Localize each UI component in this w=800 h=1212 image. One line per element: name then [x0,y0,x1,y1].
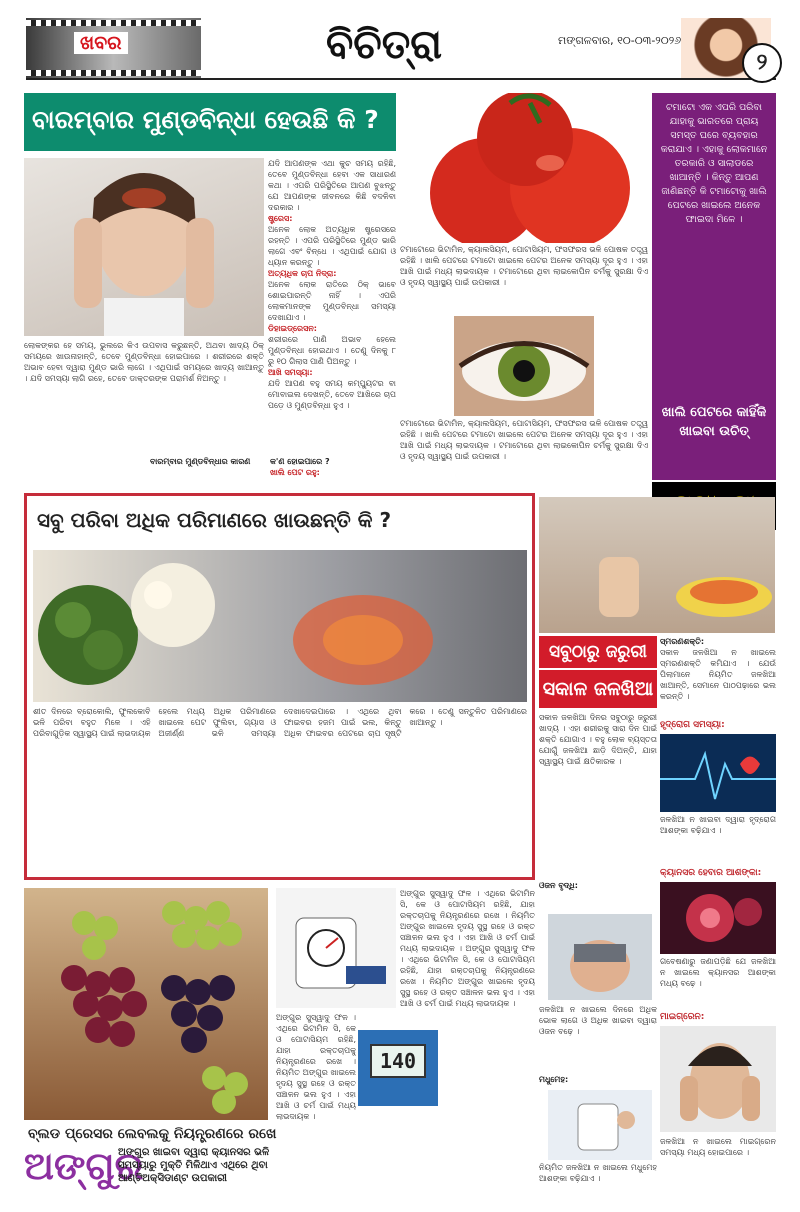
glucometer-reading: 140 [370,1044,426,1078]
broccoli-stomach-photo [33,550,527,702]
headache-photo [24,158,264,336]
diabetes-text: ନିୟମିତ ଜଳଖିଆ ନ ଖାଇଲେ ମଧୁମେହ ଆଶଙ୍କା ବଢ଼ିଯାଏ । [539,1163,657,1183]
section-title: ବିଚିତ୍ରା [326,22,443,68]
heart-text: ଜଳଖିଆ ନ ଖାଇବା ଦ୍ୱାରା ହୃଦ୍‌ରୋଗ ଆଶଙ୍କା ବଢ଼ିଯାଏ । [660,815,776,835]
grapes-title: ବ୍ଲଡ ପ୍ରେସର ଲେବଲକୁ ନିୟନ୍ତ୍ରଣରେ ରଖେ [28,1126,277,1142]
newspaper-brand: ଖବର [74,32,128,54]
grapes-desc: ଅଙ୍ଗୁର ଖାଇବା ଦ୍ୱାରା କ୍ୟାନସର ଭଳି ସମସ୍ୟାରୁ ମୁକ୍ତି ମିଳିଥାଏ ଏଥିରେ ଥିବା ଆଣ୍ଟିଅକ୍ସିଡାଣ୍ଟ ଉପକାରୀ [118,1147,270,1184]
headache-headline: ବାରମ୍ବାର ମୁଣ୍ଡବିନ୍ଧା ହେଉଛି କି ? [24,93,396,151]
grapes-text-right: ଅଙ୍ଗୁର ସୁସ୍ୱାଦୁ ଫଳ । ଏଥିରେ ଭିଟାମିନ ସି, କେ ଓ ପୋଟାସିୟମ ରହିଛି, ଯାହା ରକ୍ତଚାପକୁ ନିୟନ୍ତ୍ରଣରେ ରଖେ । ନିୟମିତ ଅଙ୍ଗୁର ଖାଇଲେ ହୃଦୟ ସୁସ୍ଥ ରହେ ଓ ରକ୍ତ ସଞ୍ଚାଳନ ଭଲ ହୁଏ । ଏହା ଆଖି ଓ ଚର୍ମ ପାଇଁ ମଧ୍ୟ ଲାଭଦାୟକ । ଅଙ୍ଗୁର ସୁସ୍ୱାଦୁ ଫଳ । ଏଥିରେ ଭିଟାମିନ ସି, କେ ଓ ପୋଟାସିୟମ ରହିଛି, ଯାହା ରକ୍ତଚାପକୁ ନିୟନ୍ତ୍ରଣରେ ରଖେ । ନିୟମିତ ଅଙ୍ଗୁର ଖାଇଲେ ହୃଦୟ ସୁସ୍ଥ ରହେ ଓ ରକ୍ତ ସଞ୍ଚାଳନ ଭଲ ହୁଏ । ଏହା ଆଖି ଓ ଚର୍ମ ପାଇଁ ମଧ୍ୟ ଲାଭଦାୟକ । [400,889,535,1008]
vegetables-headline: ସବୁ ପରିବା ଅଧିକ ପରିମାଣରେ ଖାଉଛନ୍ତି କି ? [37,508,392,532]
grapes-name: ଅଙ୍ଗୁର [24,1144,144,1188]
heart-subhead: ହୃଦ୍‌ରୋଗ ସମସ୍ୟା: [660,720,725,730]
cancer-text: ଗବେଷଣାରୁ ଜଣାପଡ଼ିଛି ଯେ ଜଳଖିଆ ନ ଖାଇଲେ କ୍ୟାନସର ଆଶଙ୍କା ମଧ୍ୟ ବଢ଼େ । [660,957,776,988]
dateline: ମଙ୍ଗଳବାର, ୧୦-୦୩-୨୦୨୬ [558,34,682,47]
masthead [26,18,776,80]
cancer-cell-photo [660,882,776,954]
breakfast-photo [539,497,775,633]
headache-lead: ଯଦି ଆପଣଙ୍କ ଏଥା କୁଚ ସମୟ ରହିଛି, ତେବେ ମୁଣ୍ଡବିନ୍ଧା ହେବା ଏକ ସାଧାରଣ କଥା । ଏପରି ପରିସ୍ଥିତିରେ ଆପଣ ବୁଝନ୍ତୁ ଯେ ଆପଣଙ୍କ ଜୀବନରେ କିଛି ବଦଳିବା ଦରକାର । ଷ୍ଟ୍ରେସ: ଅନେକ ଲୋକ ଅତ୍ୟଧିକ ଷ୍ଟ୍ରେସରେ ରହନ୍ତି । ଏପରି ପରିସ୍ଥିତିରେ ମୁଣ୍ଡ ଭାରି ଲାଗେ ଏବଂ ବିନ୍ଧେ । ଏଥିପାଇଁ ଯୋଗ ଓ ଧ୍ୟାନ କରନ୍ତୁ । ଅତ୍ୟଧିକ ଚାପ ନିଦ୍ରା: ଅନେକ ଲୋକ ରାତିରେ ଠିକ୍ ଭାବେ ଶୋଇପାରନ୍ତି ନାହିଁ । ଏପରି ଲୋକମାନଙ୍କ ମୁଣ୍ଡବିନ୍ଧା ସମସ୍ୟା ଦେଖାଯାଏ । ଡିହାଇଡ୍ରେସନ: ଶରୀରରେ ପାଣି ଅଭାବ ହେଲେ ମୁଣ୍ଡବିନ୍ଧା ହୋଇଥାଏ । ତେଣୁ ଦିନକୁ ୮ ରୁ ୧୦ ଗିଲାସ ପାଣି ପିଅନ୍ତୁ । ଆଖି ସମସ୍ୟା: ଯଦି ଆପଣ ବହୁ ସମୟ କମ୍ପ୍ୟୁଟର ବା ମୋବାଇଲ ଦେଖନ୍ତି, ତେବେ ଆଖିରେ ଚାପ ପଡ଼େ ଓ ମୁଣ୍ଡବିନ୍ଧା ହୁଏ । [268,159,396,410]
vegetables-text: ଶୀତ ଦିନରେ ବ୍ରୋକୋଲି, ଫୁଲକୋବି ଭଳି ପରିବା ବହୁତ ମିଳେ । ଏହି ପରିବାଗୁଡ଼ିକ ସ୍ୱାସ୍ଥ୍ୟ ପାଇଁ ଲାଭଦାୟକ ହେଲେ ମଧ୍ୟ ଅଧିକ ପରିମାଣରେ ଖାଇଲେ ପେଟ ଫୁଲିବା, ଗ୍ୟାସ ଓ ଅଜୀର୍ଣ୍ଣ ଭଳି ସମସ୍ୟା ଦେଖାଦେଇପାରେ । ଏଥିରେ ଥିବା ଫାଇବର ହଜମ ପାଇଁ ଭଲ, କିନ୍ତୁ ଅଧିକ ଫାଇବର ପେଟରେ ଚାପ ସୃଷ୍ଟି କରେ । ତେଣୁ ସନ୍ତୁଳିତ ପରିମାଣରେ ଖାଆନ୍ତୁ । [33,707,527,738]
filmstrip-graphic [26,18,201,78]
weight-text: ଜଳଖିଆ ନ ଖାଇଲେ ଦିନରେ ଅଧିକ ଭୋକ ଲାଗେ ଓ ଅଧିକ ଖାଇବା ଦ୍ୱାରା ଓଜନ ବଢ଼େ । [539,1005,657,1036]
weight-photo [548,914,652,1000]
tomato-photo [400,93,648,243]
headache-causes-2: କ'ଣ ହୋଇପାରେ ? ଖାଲି ପେଟ ରହୁ: [270,457,330,477]
bp-meter-photo [276,888,396,1008]
headache-causes: ବାରମ୍ବାର ମୁଣ୍ଡବିନ୍ଧାର କାରଣ [150,457,251,466]
page-number: ୨ [742,43,782,83]
diabetes-section: ମଧୁମେହ: [539,1075,569,1084]
glucose-photo [548,1090,652,1160]
tomato-text: ଟମାଟୋରେ ଭିଟାମିନ, କ୍ୟାଲସିୟମ, ପୋଟାସିୟମ, ଫସଫରସ ଭଳି ପୋଷକ ତତ୍ତ୍ୱ ରହିଛି । ଖାଲି ପେଟରେ ଟମାଟୋ ଖାଇଲେ ପେଟର ଅନେକ ସମସ୍ୟା ଦୂର ହୁଏ । ଏହା ଆଖି ପାଇଁ ମଧ୍ୟ ଲାଭଦାୟକ । ଟମାଟୋରେ ଥିବା ଲାଇକୋପିନ ଚର୍ମକୁ ସୁରକ୍ଷା ଦିଏ ଓ ହୃଦୟ ସ୍ୱାସ୍ଥ୍ୟ ପାଇଁ ଉପକାରୀ । [400,245,648,287]
headache-column: ଲୋକଙ୍କର ହେ ସମୟ, ଭୁଲରେ କିଏ ଉପବାସ କରୁଛନ୍ତି, ଅଥବା ଖାଦ୍ୟ ଠିକ୍ ସମୟରେ ଖାଉନାହାନ୍ତି, ତେବେ ମୁଣ୍ଡବିନ୍ଧା ହୋଇପାରେ । ଶରୀରରେ ଶକ୍ତି ଅଭାବ ହେବା ଦ୍ୱାରା ମୁଣ୍ଡ ଭାରି ଲାଗେ । ଏଥିପାଇଁ ସମୟରେ ଖାଦ୍ୟ ଖାଆନ୍ତୁ । ଯଦି ସମସ୍ୟା ଲାଗି ରହେ, ତେବେ ଡାକ୍ତରଙ୍କ ପରାମର୍ଶ ନିଅନ୍ତୁ । [24,341,264,383]
breakfast-memory: ସ୍ମରଣଶକ୍ତି: ସକାଳ ଜଳଖିଆ ନ ଖାଇଲେ ସ୍ମରଣଶକ୍ତି କମିଯାଏ । ଯେଉଁ ପିଲାମାନେ ନିୟମିତ ଜଳଖିଆ ଖାଆନ୍ତି, ସେମାନେ ପାଠପଢ଼ାରେ ଭଲ କରନ୍ତି । [660,637,776,701]
vegetables-article [24,493,535,880]
grapes-text-left: ଅଙ୍ଗୁର ସୁସ୍ୱାଦୁ ଫଳ । ଏଥିରେ ଭିଟାମିନ ସି, କେ ଓ ପୋଟାସିୟମ ରହିଛି, ଯାହା ରକ୍ତଚାପକୁ ନିୟନ୍ତ୍ରଣରେ ରଖେ । ନିୟମିତ ଅଙ୍ଗୁର ଖାଇଲେ ହୃଦୟ ସୁସ୍ଥ ରହେ ଓ ରକ୍ତ ସଞ୍ଚାଳନ ଭଲ ହୁଏ । ଏହା ଆଖି ଓ ଚର୍ମ ପାଇଁ ମଧ୍ୟ ଲାଭଦାୟକ । [276,1013,356,1121]
migraine-photo [660,1026,776,1132]
eye-photo [454,316,594,416]
migraine-subhead: ମାଇଗ୍ରେନ: [660,1012,705,1022]
weight-section: ଓଜନ ବୃଦ୍ଧି: [539,881,578,890]
tomato-text-2: ଟମାଟୋରେ ଭିଟାମିନ, କ୍ୟାଲସିୟମ, ପୋଟାସିୟମ, ଫସଫରସ ଭଳି ପୋଷକ ତତ୍ତ୍ୱ ରହିଛି । ଖାଲି ପେଟରେ ଟମାଟୋ ଖାଇଲେ ପେଟର ଅନେକ ସମସ୍ୟା ଦୂର ହୁଏ । ଏହା ଆଖି ପାଇଁ ମଧ୍ୟ ଲାଭଦାୟକ । ଟମାଟୋରେ ଥିବା ଲାଇକୋପିନ ଚର୍ମକୁ ସୁରକ୍ଷା ଦିଏ ଓ ହୃଦୟ ସ୍ୱାସ୍ଥ୍ୟ ପାଇଁ ଉପକାରୀ । [400,419,648,461]
tomato-box-heading: ଖାଲି ପେଟରେ କାହିଁକି ଖାଇବା ଉଚିତ୍ [661,405,767,439]
tomato-info-box: ଟମାଟୋ ଏକ ଏପରି ପରିବା ଯାହାକୁ ଭାରତରେ ପ୍ରାୟ ସମସ୍ତ ଘରେ ବ୍ୟବହାର କରାଯାଏ । ଏହାକୁ ଲୋକମାନେ ତରକାରି ଓ ସାଲାଡରେ ଖାଆନ୍ତି । କିନ୍ତୁ ଆପଣ ଜାଣିଛନ୍ତି କି ଟମାଟୋକୁ ଖାଲି ପେଟରେ ଖାଇଲେ ଅନେକ ଫାଇଦା ମିଳେ । ଖାଲି ପେଟରେ କାହିଁକି ଖାଇବା ଉଚିତ୍ [652,93,776,480]
grapes-photo [24,888,268,1120]
cancer-subhead: କ୍ୟାନସର ହେବାର ଆଶଙ୍କା: [660,868,762,878]
migraine-text: ଜଳଖିଆ ନ ଖାଇଲେ ମାଇଗ୍ରେନ ସମସ୍ୟା ମଧ୍ୟ ହୋଇପାରେ । [660,1137,776,1157]
breakfast-banner-1: ସବୁଠାରୁ ଜରୁରୀ [539,636,657,668]
heart-photo [660,734,776,812]
breakfast-banner-2: ସକାଳ ଜଳଖିଆ [539,670,657,708]
breakfast-body: ସକାଳ ଜଳଖିଆ ଦିନର ସବୁଠାରୁ ଜରୁରୀ ଖାଦ୍ୟ । ଏହା ଶରୀରକୁ ସାରା ଦିନ ପାଇଁ ଶକ୍ତି ଯୋଗାଏ । ବହୁ ଲୋକ ବ୍ୟସ୍ତତା ଯୋଗୁଁ ଜଳଖିଆ ଛାଡ଼ି ଦିଅନ୍ତି, ଯାହା ସ୍ୱାସ୍ଥ୍ୟ ପାଇଁ କ୍ଷତିକାରକ । [539,713,657,766]
